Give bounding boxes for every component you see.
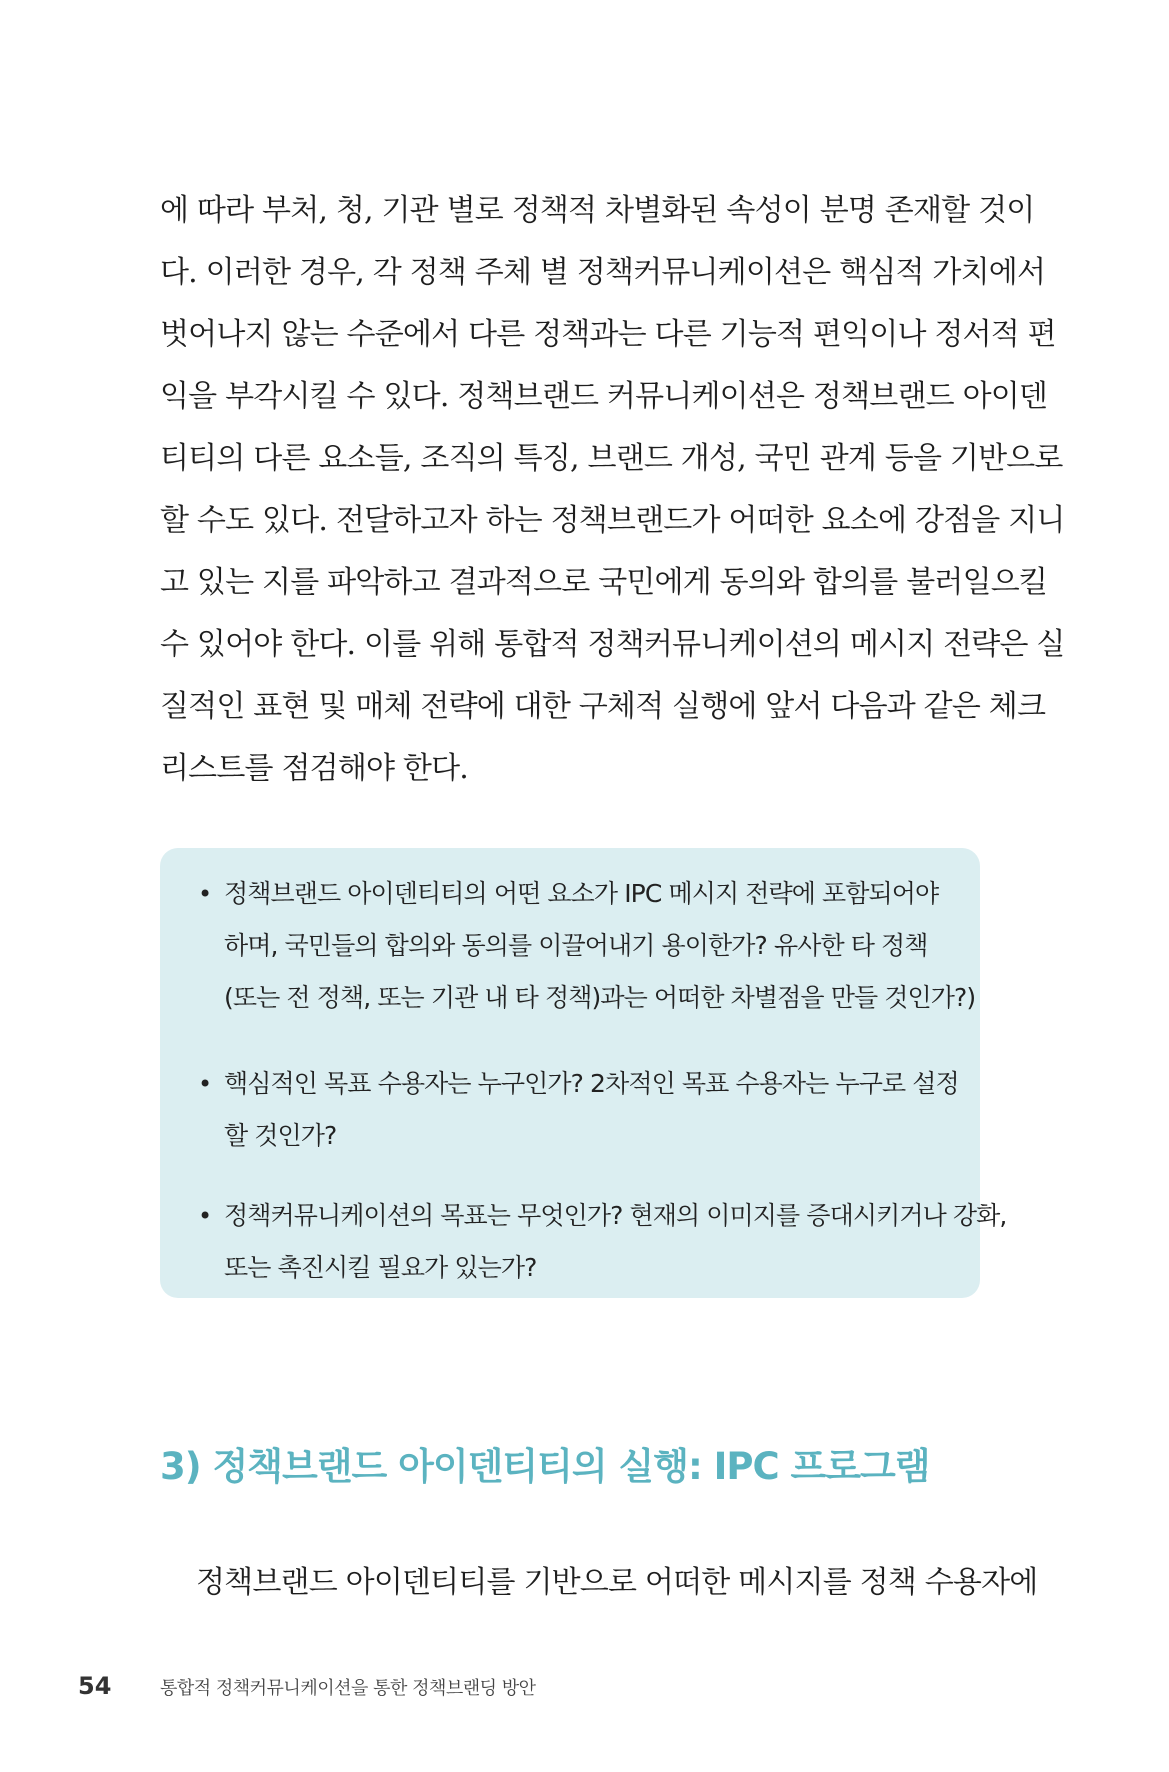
checklist-line: 또는 촉진시킬 필요가 있는가?	[224, 1253, 537, 1282]
checklist-line: 할 것인가?	[224, 1121, 337, 1150]
checklist-line: 정책커뮤니케이션의 목표는 무엇인가? 현재의 이미지를 증대시키거나 강화,	[224, 1201, 1007, 1230]
checklist-line: 하며, 국민들의 합의와 동의를 이끌어내기 용이한가? 유사한 타 정책	[224, 931, 928, 960]
body-paragraph	[160, 180, 1065, 800]
checklist-item	[198, 1058, 958, 1162]
bullet-icon: •	[198, 1202, 212, 1230]
body-line: 다. 이러한 경우, 각 정책 주체 별 정책커뮤니케이션은 핵심적 가치에서	[160, 255, 1046, 290]
checklist-line: 정책브랜드 아이덴티티의 어떤 요소가 IPC 메시지 전략에 포함되어야	[224, 879, 939, 908]
checklist-item	[198, 868, 976, 1024]
body-line: 벗어나지 않는 수준에서 다른 정책과는 다른 기능적 편익이나 정서적 편	[160, 317, 1056, 352]
running-footer-title: 통합적 정책커뮤니케이션을 통한 정책브랜딩 방안	[160, 1678, 536, 1699]
checklist-line: 핵심적인 목표 수용자는 누구인가? 2차적인 목표 수용자는 누구로 설정	[224, 1069, 959, 1098]
checklist-item	[198, 1190, 1007, 1294]
body-line: 익을 부각시킬 수 있다. 정책브랜드 커뮤니케이션은 정책브랜드 아이덴	[160, 379, 1048, 414]
body-line: 질적인 표현 및 매체 전략에 대한 구체적 실행에 앞서 다음과 같은 체크	[160, 689, 1046, 724]
checklist-box	[160, 848, 1007, 1298]
body-line: 할 수도 있다. 전달하고자 하는 정책브랜드가 어떠한 요소에 강점을 지니	[160, 503, 1065, 538]
bullet-icon: •	[198, 880, 212, 908]
bullet-icon: •	[198, 1070, 212, 1098]
page-number: 54	[78, 1672, 112, 1700]
body-line: 고 있는 지를 파악하고 결과적으로 국민에게 동의와 합의를 불러일으킬	[160, 565, 1048, 600]
body-line: 수 있어야 한다. 이를 위해 통합적 정책커뮤니케이션의 메시지 전략은 실	[160, 627, 1065, 662]
section-heading: 3) 정책브랜드 아이덴티티의 실행: IPC 프로그램	[160, 1445, 930, 1488]
body-line: 리스트를 점검해야 한다.	[160, 751, 469, 786]
section-paragraph: 정책브랜드 아이덴티티를 기반으로 어떠한 메시지를 정책 수용자에	[196, 1565, 1038, 1600]
body-line: 에 따라 부처, 청, 기관 별로 정책적 차별화된 속성이 분명 존재할 것이	[160, 193, 1035, 228]
checklist-line: (또는 전 정책, 또는 기관 내 타 정책)과는 어떠한 차별점을 만들 것인가?)	[224, 983, 976, 1012]
body-line: 티티의 다른 요소들, 조직의 특징, 브랜드 개성, 국민 관계 등을 기반으로	[160, 441, 1063, 476]
